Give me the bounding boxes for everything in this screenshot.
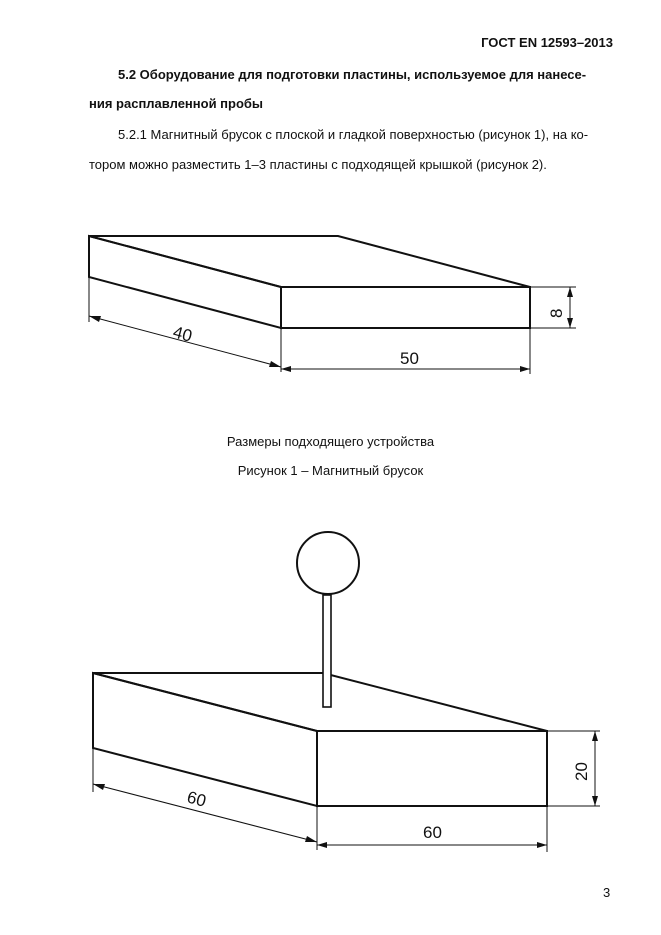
document-code: ГОСТ EN 12593–2013 [481,35,613,50]
paragraph-line-1: 5.2.1 Магнитный брусок с плоской и гладкой поверхностью (рисунок 1), на ко- [118,127,589,142]
cover-left-face [93,673,317,806]
paragraph-line-2: тором можно разместить 1–3 пластины с подходящей крышкой (рисунок 2). [89,157,547,172]
dim2-label-height: 20 [572,762,591,781]
dim-label-width: 50 [400,349,419,368]
page-number: 3 [603,885,611,900]
handle-rod [323,595,331,707]
cover-top-face [93,673,547,731]
handle-knob [297,532,359,594]
section-heading-line-1: 5.2 Оборудование для подготовки пластины, используемое для нанесе- [118,67,587,82]
figure-1-caption-title: Рисунок 1 – Магнитный брусок [237,463,424,478]
cover-front-face [317,731,547,806]
figure-1-caption-sizes: Размеры подходящего устройства [226,434,435,449]
dim-label-height: 8 [547,308,566,318]
section-heading-line-2: ния расплавленной пробы [89,96,264,111]
dim2-label-depth: 60 [184,787,209,811]
dim2-label-width: 60 [423,823,442,842]
dim-label-depth: 40 [170,322,195,346]
